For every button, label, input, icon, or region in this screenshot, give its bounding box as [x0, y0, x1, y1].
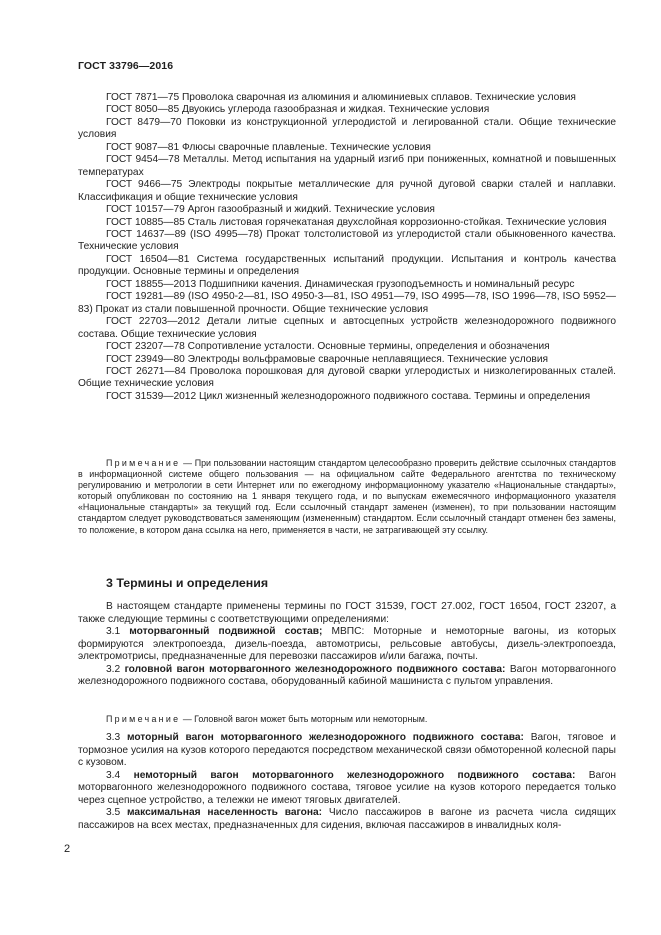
note-text: — При пользовании настоящим стандартом целесообразно проверить действие ссылочных стандартов в информационной системе общего пользования — на официальном сайте Федерального агентства по техническому регулированию и метрологии в сети Интернет или по ежегодному информационному указателю «Национальные стандарты», который опубликован по состоянию на 1 января текущего года, и по выпускам ежемесячного информационного указателя «Национальные стандарты» за текущий год. Если ссылочный стандарт заменен (изменен), то при пользовании настоящим стандартом следует руководствоваться заменяющим (измененным) стандартом. Если ссылочный стандарт отменен без замены, то положение, в котором дана ссылка на него, применяется в части, не затрагивающей эту ссылку. — [78, 458, 616, 535]
section-body-lower — [78, 732, 616, 832]
term-title: головной вагон моторвагонного железнодорожного подвижного состава: — [124, 663, 506, 675]
note-text: — Головной вагон может быть моторным или немоторным. — [180, 714, 428, 724]
term-title: моторвагонный подвижной состав; — [129, 626, 323, 637]
reference-item: ГОСТ 23949—80 Электроды вольфрамовые сварочные неплавящиеся. Технические условия — [106, 353, 549, 365]
term-definition: Вагон моторвагонного железнодорожного подвижного состава, тяговое усилие на кузов которого передается только через сцепное устройство, а тележки не имеют тяговых двигателей. — [78, 769, 616, 806]
section-intro: В настоящем стандарте применены термины по ГОСТ 31539, ГОСТ 27.002, ГОСТ 16504, ГОСТ 23207, а также следующие термины с соответствующими определениями: — [78, 601, 616, 625]
term-3-3: 3.3 моторный вагон моторвагонного железнодорожного подвижного состава: Вагон, тяговое и тормозное усилия на кузов которого передаются посредством механической связи обмоторенной колесной пары с кузовом. — [78, 732, 616, 768]
reference-item: ГОСТ 31539—2012 Цикл жизненный железнодорожного подвижного состава. Термины и определения — [106, 390, 591, 402]
term-definition: Вагон моторвагонного железнодорожного подвижного состава, оборудованный кабиной машиниста с пультом управления. — [78, 663, 616, 687]
reference-item: ГОСТ 23207—78 Сопротивление усталости. Основные термины, определения и обозначения — [106, 341, 550, 353]
term-title: максимальная населенность вагона: — [127, 807, 323, 818]
reference-item: ГОСТ 19281—89 (ISO 4950-2—81, ISO 4950-3—81, ISO 4951—79, ISO 4995—78, ISO 1996—78, ISO 5952—83) Прокат из стали повышенной прочности. Общие технические условия — [78, 291, 616, 315]
term-note — [78, 714, 616, 725]
term-3-4: 3.4 немоторный вагон моторвагонного железнодорожного подвижного состава: Вагон моторвагонного железнодорожного подвижного состава, тяговое усилие на кузов которого передается только через сцепное устройство, а тележки не имеют тяговых двигателей. — [78, 769, 616, 806]
term-title: немоторный вагон моторвагонного железнодорожного подвижного состава: — [133, 769, 576, 781]
term-3-5: 3.5 максимальная населенность вагона: Число пассажиров в вагоне из расчета числа сидящих пассажиров на всех местах, предназначенных для сидения, включая пассажиров в инвалидных коля- — [78, 807, 616, 831]
reference-item: ГОСТ 26271—84 Проволока порошковая для дуговой сварки углеродистых и низколегированных сталей. Общие технические условия — [78, 365, 616, 390]
references-note — [78, 458, 616, 536]
reference-item: ГОСТ 9454—78 Металлы. Метод испытания на ударный изгиб при пониженных, комнатной и повышенных температурах — [78, 154, 616, 178]
document-header: ГОСТ 33796—2016 — [78, 60, 174, 72]
reference-item: ГОСТ 10157—79 Аргон газообразный и жидкий. Технические условия — [106, 204, 435, 216]
reference-item: ГОСТ 8050—85 Двуокись углерода газообразная и жидкая. Технические условия — [106, 104, 490, 116]
reference-item: ГОСТ 16504—81 Система государственных испытаний продукции. Испытания и контроль качества продукции. Основные термины и определения — [78, 253, 616, 278]
reference-item: ГОСТ 22703—2012 Детали литые сцепных и автосцепных устройств железнодорожного подвижного состава. Общие технические условия — [78, 316, 616, 340]
term-title: моторный вагон моторвагонного железнодорожного подвижного состава: — [126, 732, 524, 743]
reference-item: ГОСТ 9087—81 Флюсы сварочные плавленые. Технические условия — [106, 141, 431, 153]
term-definition: Вагон, тяговое и тормозное усилия на кузов которого передаются посредством механической связи обмоторенной колесной пары с кузовом. — [78, 732, 616, 768]
reference-item: ГОСТ 10885—85 Сталь листовая горячекатаная двухслойная коррозионно-стойкая. Технические условия — [106, 216, 607, 228]
section-body-upper — [78, 601, 616, 689]
term-definition: Число пассажиров в вагоне из расчета числа сидящих пассажиров на всех местах, предназначенных для сидения, включая пассажиров в инвалидных коля- — [78, 807, 616, 831]
normative-references-list — [78, 92, 616, 403]
reference-item: ГОСТ 9466—75 Электроды покрытые металлические для ручной дуговой сварки сталей и наплавки. Классификация и общие технические условия — [78, 179, 616, 203]
reference-item: ГОСТ 8479—70 Поковки из конструкционной углеродистой и легированной стали. Общие технические условия — [78, 116, 616, 141]
reference-item: ГОСТ 14637—89 (ISO 4995—78) Прокат толстолистовой из углеродистой стали обыкновенного качества. Технические условия — [78, 228, 616, 253]
section-heading: 3 Термины и определения — [106, 576, 269, 590]
term-definition: МВПС: Моторные и немоторные вагоны, из которых формируются электропоезда, дизель-поезда, автомотрисы, рельсовые автобусы, дизель-электропоезда, электромотрисы, предназначенные для перевозки пассажиров и/или багажа, почты. — [78, 626, 616, 662]
note-label: Примечание — [106, 714, 181, 724]
term-3-2: 3.2 головной вагон моторвагонного железнодорожного подвижного состава: Вагон моторвагонного железнодорожного подвижного состава, оборудованный кабиной машиниста с пультом управления. — [78, 663, 616, 687]
term-3-1: 3.1 моторвагонный подвижной состав; МВПС: Моторные и немоторные вагоны, из которых формируются электропоезда, дизель-поезда, автомотрисы, рельсовые автобусы, дизель-электропоезда, электромотрисы, предназначенные для перевозки пассажиров и/или багажа, почты. — [78, 626, 616, 662]
reference-item: ГОСТ 18855—2013 Подшипники качения. Динамическая грузоподъемность и номинальный ресурс — [106, 278, 575, 290]
reference-item: ГОСТ 7871—75 Проволока сварочная из алюминия и алюминиевых сплавов. Технические условия — [106, 92, 576, 103]
note-label: Примечание — [106, 458, 181, 468]
page-number: 2 — [64, 843, 71, 855]
